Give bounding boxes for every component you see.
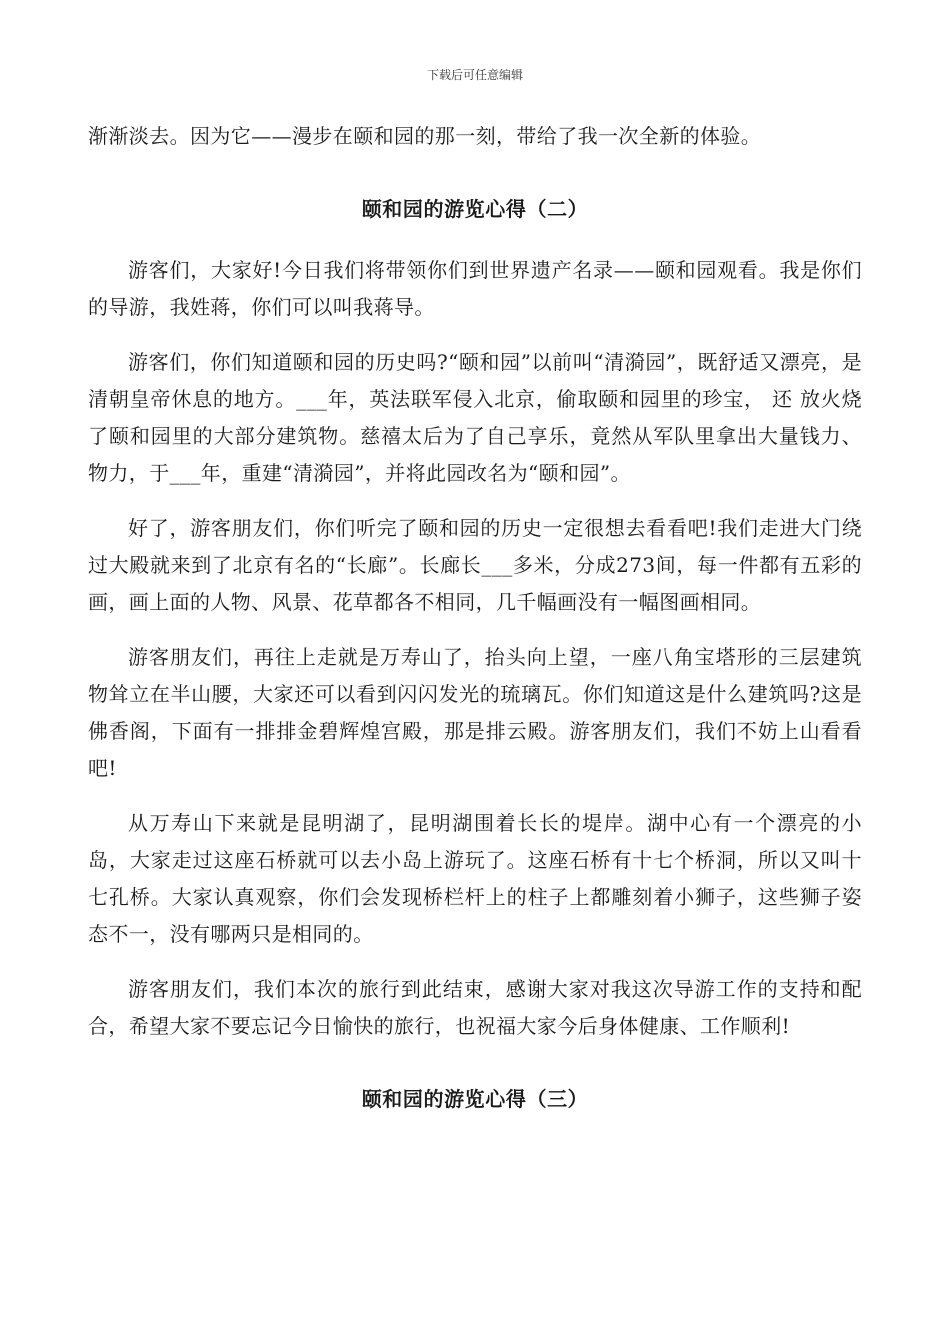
section-title-3: 颐和园的游览心得（三） bbox=[361, 1087, 589, 1111]
paragraph-long-corridor: 好了，游客朋友们，你们听完了颐和园的历史一定很想去看看吧!我们走进大门绕过大殿就来到了北京有名的“长廊”。长廊长___多米，分成273间，每一件都有五彩的画，画上面的人物、风景、花草都各不相同，几千幅画没有一幅图画相同。 bbox=[88, 516, 862, 614]
paragraph-kunming-lake: 从万寿山下来就是昆明湖了，昆明湖围着长长的堤岸。湖中心有一个漂亮的小岛，大家走过这座石桥就可以去小岛上游玩了。这座石桥有十七个桥洞，所以又叫十七孔桥。大家认真观察，你们会发现桥栏杆上的柱子上都雕刻着小狮子，这些狮子姿态不一，没有哪两只是相同的。 bbox=[88, 811, 862, 946]
paragraph-greeting: 游客们，大家好!今日我们将带领你们到世界遗产名录——颐和园观看。我是你们的导游，我姓蒋，你们可以叫我蒋导。 bbox=[88, 258, 862, 319]
paragraph-longevity-hill: 游客朋友们，再往上走就是万寿山了，抬头向上望，一座八角宝塔形的三层建筑物耸立在半山腰，大家还可以看到闪闪发光的琉璃瓦。你们知道这是什么建筑吗?这是佛香阁，下面有一排排金碧辉煌宫殿，那是排云殿。游客朋友们，我们不妨上山看看吧! bbox=[88, 645, 862, 780]
document-body bbox=[88, 118, 862, 1118]
section-title-2: 颐和园的游览心得（二） bbox=[361, 197, 589, 221]
page-header-note: 下载后可任意编辑 bbox=[426, 68, 523, 82]
continuation-paragraph: 渐渐淡去。因为它——漫步在颐和园的那一刻，带给了我一次全新的体验。 bbox=[88, 124, 762, 148]
paragraph-history: 游客们，你们知道颐和园的历史吗?“颐和园”以前叫“清漪园”，既舒适又漂亮，是清朝皇帝休息的地方。___年，英法联军侵入北京，偷取颐和园里的珍宝， 还 放火烧了颐和园里的大部分建筑物。慈禧太后为了自己享乐，竟然从军队里拿出大量钱力、物力，于___年，重建“清漪园”，并将此园改名为“颐和园”。 bbox=[88, 350, 862, 485]
paragraph-closing: 游客朋友们，我们本次的旅行到此结束，感谢大家对我这次导游工作的支持和配合，希望大家不要忘记今日愉快的旅行，也祝福大家今后身体健康、工作顺利! bbox=[88, 977, 862, 1038]
